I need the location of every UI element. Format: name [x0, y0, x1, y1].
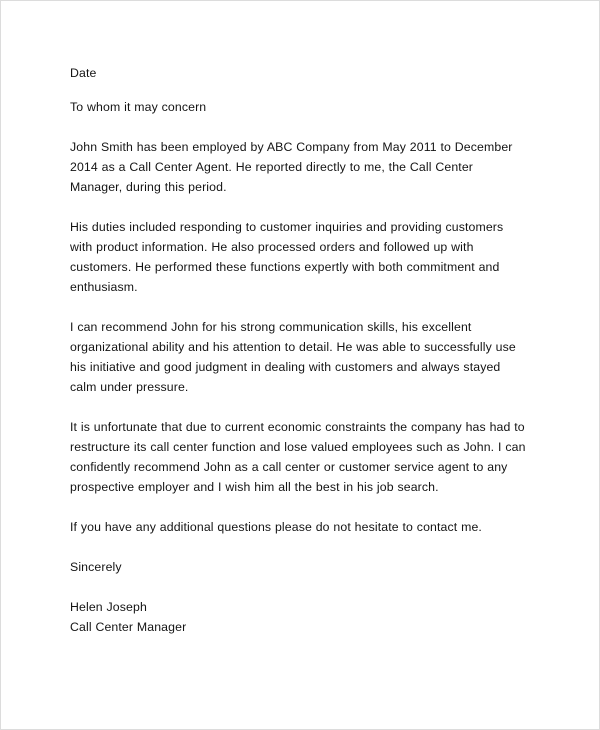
- signature-name: Helen Joseph: [70, 600, 147, 614]
- closing-line: Sincerely: [70, 560, 122, 574]
- date-line: Date: [70, 66, 97, 80]
- salutation: To whom it may concern: [70, 100, 207, 114]
- body-paragraph-5: If you have any additional questions please do not hesitate to contact me.: [70, 520, 482, 534]
- body-paragraph-2: His duties included responding to customer inquiries and providing customers with product information. He also processed orders and followed up with customers. He performed these functions expertly with both commitment and enthusiasm.: [70, 220, 504, 294]
- signature-title: Call Center Manager: [70, 620, 187, 634]
- signature-block: [70, 597, 528, 637]
- body-paragraph-4: It is unfortunate that due to current economic constraints the company has had to restructure its call center function and lose valued employees such as John. I can confidently recommend John as a call center or customer service agent to any prospective employer and I wish him all the best in his job search.: [70, 420, 526, 494]
- letter-body: [70, 63, 528, 637]
- body-paragraph-3: I can recommend John for his strong communication skills, his excellent organizational ability and his attention to detail. He was able to successfully use his initiative and good judgment in dealing with customers and always stayed calm under pressure.: [70, 320, 516, 394]
- body-paragraph-1: John Smith has been employed by ABC Company from May 2011 to December 2014 as a Call Center Agent. He reported directly to me, the Call Center Manager, during this period.: [70, 140, 513, 194]
